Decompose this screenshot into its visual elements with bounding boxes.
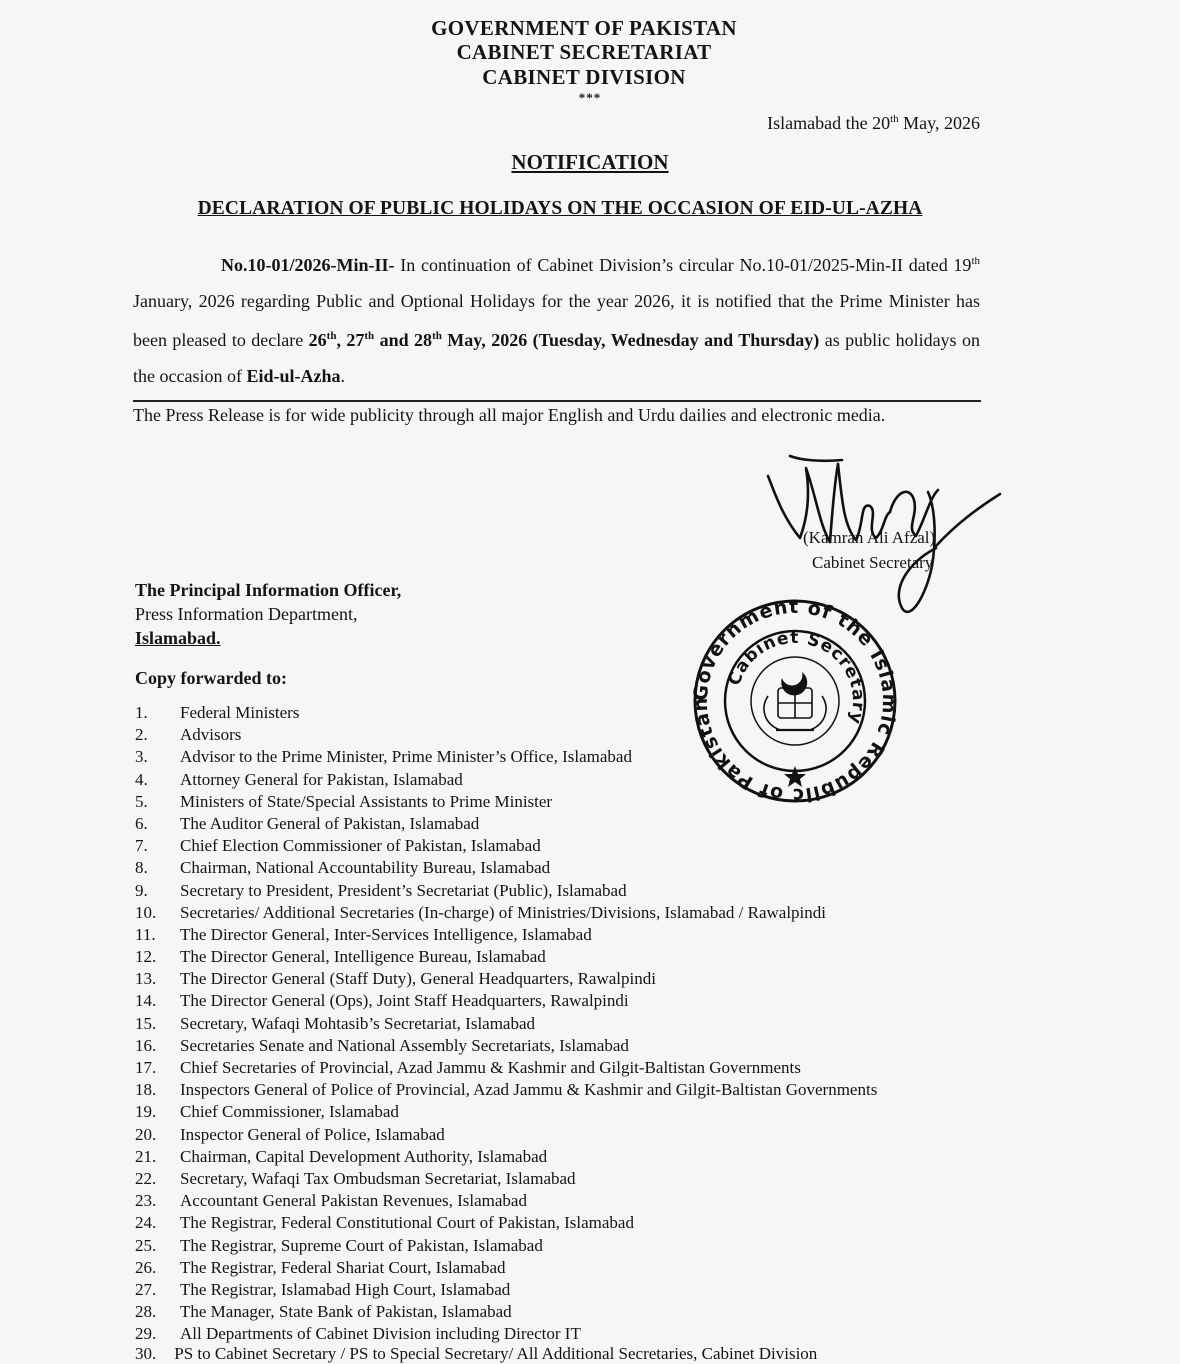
list-item-text: Chief Commissioner, Islamabad bbox=[180, 1102, 399, 1122]
list-item-number: 7. bbox=[135, 836, 148, 856]
list-item-text: Secretaries Senate and National Assembly Secretariats, Islamabad bbox=[180, 1035, 629, 1055]
list-item-number: 27. bbox=[135, 1279, 157, 1299]
list-item bbox=[135, 1323, 877, 1345]
list-item-number: 11. bbox=[135, 924, 156, 944]
list-item-number: 13. bbox=[135, 969, 157, 989]
list-item-number: 4. bbox=[135, 769, 148, 789]
list-item bbox=[135, 1257, 877, 1279]
list-item-number: 24. bbox=[135, 1213, 157, 1233]
list-item bbox=[135, 746, 877, 768]
list-item bbox=[135, 1212, 877, 1234]
list-item-text: Chief Secretaries of Provincial, Azad Jammu & Kashmir and Gilgit-Baltistan Governments bbox=[180, 1058, 801, 1077]
list-item-number: 25. bbox=[135, 1235, 157, 1255]
list-item bbox=[135, 1035, 877, 1057]
list-item-text: The Director General, Inter-Services Intelligence, Islamabad bbox=[180, 924, 592, 944]
list-item bbox=[135, 1235, 877, 1257]
list-item-text: The Manager, State Bank of Pakistan, Islamabad bbox=[180, 1302, 512, 1322]
list-item-text: The Registrar, Supreme Court of Pakistan, Islamabad bbox=[180, 1235, 543, 1255]
list-item-text: The Registrar, Islamabad High Court, Islamabad bbox=[180, 1279, 511, 1299]
list-item bbox=[135, 902, 877, 924]
list-item bbox=[135, 880, 877, 902]
list-item-text: Secretary, Wafaqi Tax Ombudsman Secretariat, Islamabad bbox=[180, 1168, 576, 1188]
list-item-number: 28. bbox=[135, 1302, 157, 1322]
list-item-number: 6. bbox=[135, 813, 148, 833]
list-item bbox=[135, 924, 877, 946]
header-secretariat: CABINET SECRETARIAT bbox=[456, 40, 712, 64]
list-item-text: The Registrar, Federal Constitutional Court of Pakistan, Islamabad bbox=[180, 1213, 634, 1233]
list-item-number: 12. bbox=[135, 947, 157, 967]
list-item bbox=[135, 791, 877, 813]
list-item-text: The Auditor General of Pakistan, Islamabad bbox=[180, 813, 480, 833]
addressee-title: The Principal Information Officer, bbox=[135, 580, 402, 600]
list-item-text: Advisor to the Prime Minister, Prime Minister’s Office, Islamabad bbox=[180, 747, 632, 767]
press-release-note: The Press Release is for wide publicity through all major English and Urdu dailies and electronic media. bbox=[133, 405, 886, 425]
copy-forwarded-label: Copy forwarded to: bbox=[135, 668, 287, 688]
list-item-text: Secretary to President, President’s Secretariat (Public), Islamabad bbox=[180, 880, 627, 900]
list-item-text: Chairman, National Accountability Bureau, Islamabad bbox=[180, 858, 551, 878]
list-item-number: 8. bbox=[135, 858, 148, 878]
list-item bbox=[135, 1013, 877, 1035]
list-item-number: 21. bbox=[135, 1146, 157, 1166]
list-item-number: 1. bbox=[135, 703, 148, 722]
svg-text:Cabinet Secretary: Cabinet Secretary bbox=[724, 627, 869, 727]
header-stars: *** bbox=[578, 90, 602, 105]
addressee-city: Islamabad. bbox=[135, 628, 221, 648]
list-item-text: The Registrar, Federal Shariat Court, Islamabad bbox=[180, 1257, 506, 1277]
list-item-number: 22. bbox=[135, 1168, 157, 1188]
list-item bbox=[135, 1124, 877, 1146]
list-item bbox=[135, 1168, 877, 1190]
notification-title: NOTIFICATION bbox=[511, 150, 669, 174]
addressee-department: Press Information Department, bbox=[135, 604, 358, 624]
list-item bbox=[135, 1101, 877, 1123]
copy-forwarded-list bbox=[135, 702, 877, 1345]
holiday-dates: 26th, 27th and 28th May, 2026 (Tuesday, Wednesday and Thursday) bbox=[308, 330, 820, 350]
list-item bbox=[135, 724, 877, 746]
list-item bbox=[135, 1079, 877, 1101]
cutoff-list-item: 30. PS to Cabinet Secretary / PS to Special Secretary/ All Additional Secretaries, Cabinet Division bbox=[135, 1344, 818, 1363]
list-item-number: 16. bbox=[135, 1035, 157, 1055]
list-item-text: Chairman, Capital Development Authority, Islamabad bbox=[180, 1146, 548, 1166]
list-item-number: 14. bbox=[135, 991, 157, 1011]
list-item bbox=[135, 702, 877, 724]
list-item-number: 10. bbox=[135, 902, 157, 922]
list-item bbox=[135, 835, 877, 857]
list-item-text: Inspectors General of Police of Provincial, Azad Jammu & Kashmir and Gilgit-Baltistan Governments bbox=[180, 1080, 878, 1100]
occasion-name: Eid-ul-Azha bbox=[246, 365, 341, 386]
list-item bbox=[135, 813, 877, 835]
signatory-name: (Kamran Ali Afzal) bbox=[803, 528, 936, 547]
list-item bbox=[135, 1057, 877, 1079]
list-item bbox=[135, 990, 877, 1012]
issue-date: Islamabad the 20th May, 2026 bbox=[767, 113, 980, 133]
list-item-number: 19. bbox=[135, 1102, 157, 1122]
list-item bbox=[135, 1279, 877, 1301]
header-government: GOVERNMENT OF PAKISTAN bbox=[431, 16, 737, 40]
list-item-text: Chief Election Commissioner of Pakistan, Islamabad bbox=[180, 836, 541, 856]
separator-rule bbox=[133, 400, 981, 402]
list-item-text: Attorney General for Pakistan, Islamabad bbox=[180, 769, 463, 789]
list-item-text: Accountant General Pakistan Revenues, Islamabad bbox=[180, 1191, 527, 1211]
signatory-designation: Cabinet Secretary bbox=[812, 553, 934, 572]
list-item-number: 5. bbox=[135, 791, 148, 811]
list-item-number: 23. bbox=[135, 1191, 157, 1211]
list-item-text: Inspector General of Police, Islamabad bbox=[180, 1124, 445, 1144]
list-item-text: The Director General (Ops), Joint Staff Headquarters, Rawalpindi bbox=[180, 991, 629, 1011]
reference-number: No.10-01/2026-Min-II- bbox=[221, 255, 395, 275]
list-item bbox=[135, 857, 877, 879]
list-item bbox=[135, 769, 877, 791]
subject-heading: DECLARATION OF PUBLIC HOLIDAYS ON THE OCCASION OF EID-UL-AZHA bbox=[197, 198, 923, 219]
list-item-text: The Director General, Intelligence Bureau, Islamabad bbox=[180, 947, 546, 967]
list-item-text: Advisors bbox=[180, 725, 242, 745]
list-item bbox=[135, 1301, 877, 1323]
list-item bbox=[135, 1190, 877, 1212]
list-item-number: 15. bbox=[135, 1013, 157, 1033]
list-item-text: Secretary, Wafaqi Mohtasib’s Secretariat, Islamabad bbox=[180, 1013, 536, 1033]
list-item-number: 3. bbox=[135, 747, 148, 767]
list-item-number: 9. bbox=[135, 880, 148, 900]
list-item-number: 17. bbox=[135, 1058, 157, 1077]
list-item bbox=[135, 1146, 877, 1168]
list-item-number: 29. bbox=[135, 1324, 157, 1344]
list-item-text: Federal Ministers bbox=[180, 703, 300, 722]
list-item-text: Secretaries/ Additional Secretaries (In-charge) of Ministries/Divisions, Islamabad / Rawalpindi bbox=[180, 902, 826, 922]
notification-body: No.10-01/2026-Min-II- In continuation of Cabinet Division’s circular No.10-01/2025-Min-II dated 19th January, 2026 regarding Public and Optional Holidays for the year 2026, it is notified that the Prime Minister has been pleased to declare 26th, 27th and 28th May, 2026 (Tuesday, Wednesday and Thursday) as public holidays on the occasion of Eid-ul-Azha. bbox=[133, 255, 980, 386]
list-item-number: 2. bbox=[135, 725, 148, 745]
header-division: CABINET DIVISION bbox=[482, 65, 686, 89]
svg-text:Government of the Islamic Repu: Government of the Islamic Republic of Pakistan bbox=[690, 596, 900, 806]
list-item-number: 26. bbox=[135, 1257, 157, 1277]
list-item-text: Ministers of State/Special Assistants to Prime Minister bbox=[180, 791, 553, 811]
list-item-text: All Departments of Cabinet Division including Director IT bbox=[180, 1324, 581, 1344]
list-item-text: The Director General (Staff Duty), General Headquarters, Rawalpindi bbox=[180, 969, 656, 989]
list-item bbox=[135, 946, 877, 968]
list-item bbox=[135, 968, 877, 990]
list-item-number: 18. bbox=[135, 1080, 157, 1100]
list-item-number: 20. bbox=[135, 1124, 157, 1144]
